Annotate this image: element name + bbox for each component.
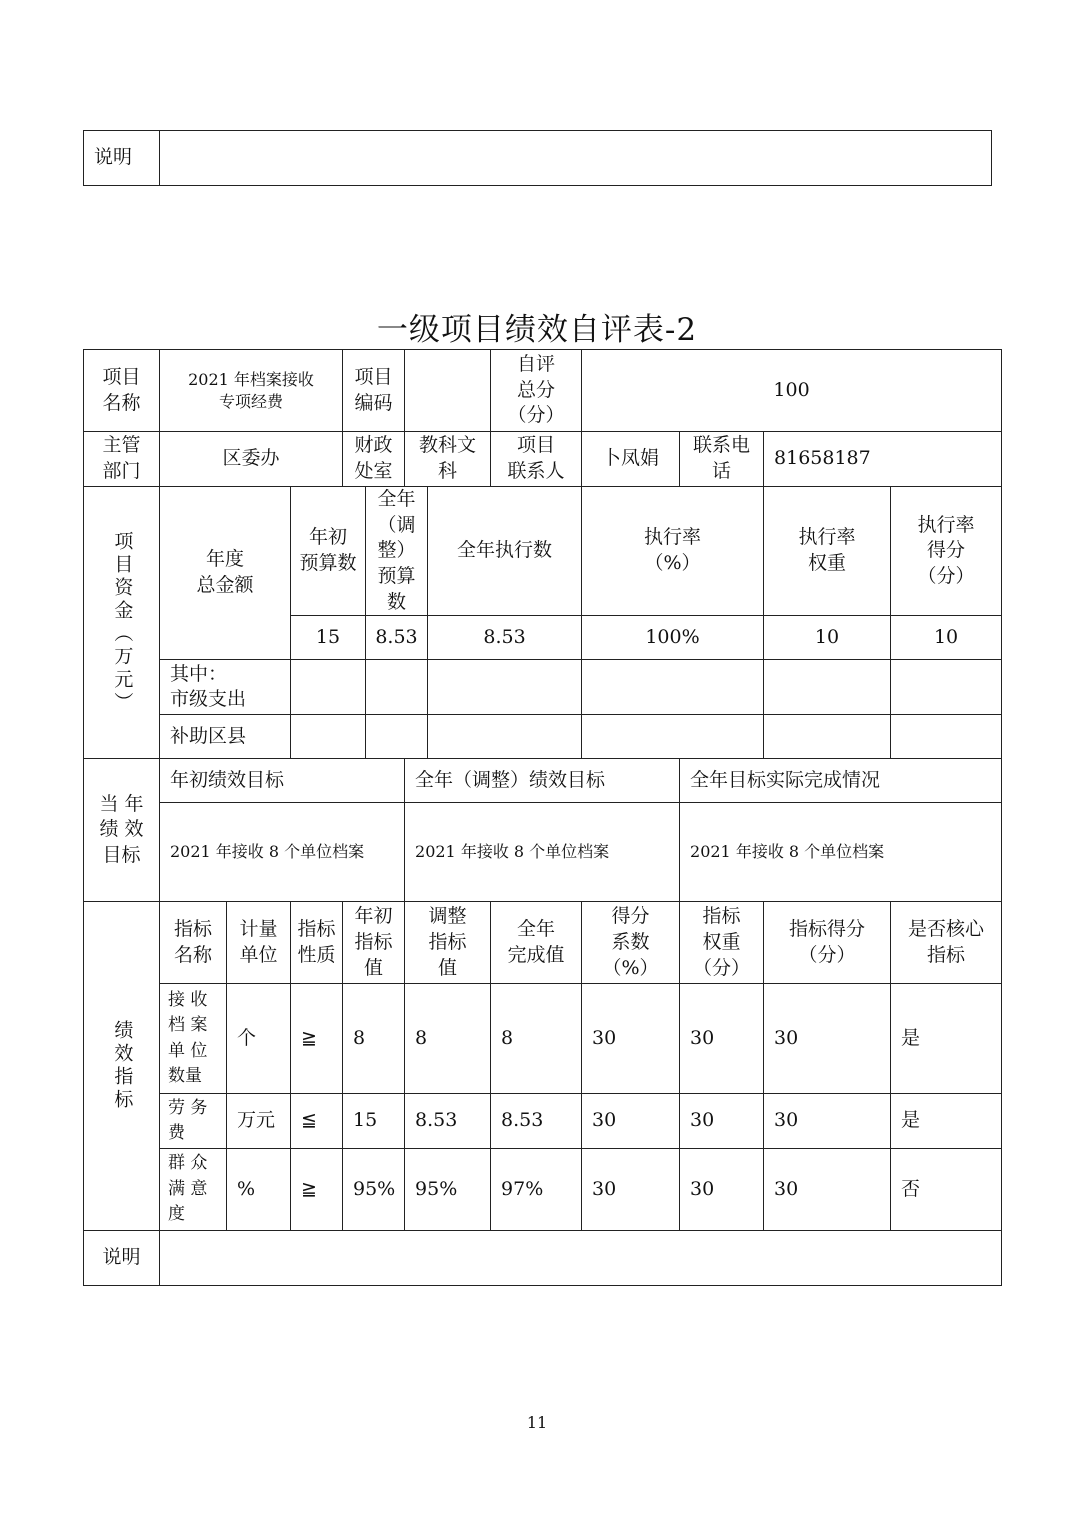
subsidy-cell-5 — [891, 715, 1002, 759]
ind-row0-core: 是 — [891, 984, 1002, 1094]
goals-value-0: 2021 年接收 8 个单位档案 — [160, 803, 405, 902]
ind-row1-name: 劳 务 费 — [160, 1094, 227, 1149]
city-cell-0 — [291, 660, 366, 715]
ind-row0-adjusted: 8 — [405, 984, 491, 1094]
ind-row2-adjusted: 95% — [405, 1149, 491, 1231]
evaluation-table — [83, 349, 1002, 1286]
subsidy-label: 补助区县 — [160, 715, 291, 759]
indicator-row — [84, 1094, 1002, 1149]
office-label: 财政 处室 — [343, 432, 405, 487]
funds-header-0: 年初 预算数 — [291, 487, 366, 616]
funds-header-5: 执行率 得分 （分） — [891, 487, 1002, 616]
goals-header-1: 全年（调整）绩效目标 — [405, 759, 680, 803]
ind-header-8: 指标得分 （分） — [764, 902, 891, 984]
ind-row1-initial: 15 — [343, 1094, 405, 1149]
ind-header-2: 指标 性质 — [291, 902, 343, 984]
funds-header-3: 执行率 （%） — [582, 487, 764, 616]
goals-header-2: 全年目标实际完成情况 — [680, 759, 1002, 803]
goals-header-row — [84, 759, 1002, 803]
ind-row2-completed: 97% — [491, 1149, 582, 1231]
bottom-note-value — [160, 1231, 1002, 1286]
goals-values-row — [84, 803, 1002, 902]
subsidy-cell-0 — [291, 715, 366, 759]
project-name-value: 2021 年档案接收 专项经费 — [160, 350, 343, 432]
ind-row0-weight: 30 — [680, 984, 764, 1094]
ind-row0-nature: ≧ — [291, 984, 343, 1094]
note-row — [84, 1231, 1002, 1286]
ind-row1-completed: 8.53 — [491, 1094, 582, 1149]
top-note-table — [83, 130, 992, 186]
ind-header-7: 指标 权重 （分） — [680, 902, 764, 984]
project-code-label: 项目 编码 — [343, 350, 405, 432]
ind-header-4: 调整 指标 值 — [405, 902, 491, 984]
department-row — [84, 432, 1002, 487]
ind-row0-score: 30 — [764, 984, 891, 1094]
funds-section-label: 项目资金（万元） — [84, 487, 160, 759]
funds-value-3: 100% — [582, 616, 764, 660]
ind-header-3: 年初 指标 值 — [343, 902, 405, 984]
ind-row1-adjusted: 8.53 — [405, 1094, 491, 1149]
goals-value-1: 2021 年接收 8 个单位档案 — [405, 803, 680, 902]
page-number: 11 — [526, 1413, 548, 1432]
ind-header-9: 是否核心 指标 — [891, 902, 1002, 984]
ind-row2-core: 否 — [891, 1149, 1002, 1231]
city-expense-row — [84, 660, 1002, 715]
funds-value-4: 10 — [764, 616, 891, 660]
subsidy-cell-2 — [428, 715, 582, 759]
city-cell-2 — [428, 660, 582, 715]
ind-row0-unit: 个 — [227, 984, 291, 1094]
page-title: 一级项目绩效自评表-2 — [376, 312, 698, 348]
self-score-label: 自评 总分 （分） — [491, 350, 582, 432]
indicator-row — [84, 984, 1002, 1094]
indicators-header-row — [84, 902, 1002, 984]
note-value — [160, 131, 992, 186]
funds-header-2: 全年执行数 — [428, 487, 582, 616]
project-name-label: 项目 名称 — [84, 350, 160, 432]
city-cell-1 — [366, 660, 428, 715]
annual-total-label: 年度 总金额 — [160, 487, 291, 660]
self-score-value: 100 — [582, 350, 1002, 432]
dept-label: 主管 部门 — [84, 432, 160, 487]
ind-row1-score: 30 — [764, 1094, 891, 1149]
subsidy-cell-4 — [764, 715, 891, 759]
ind-row1-unit: 万元 — [227, 1094, 291, 1149]
dept-value: 区委办 — [160, 432, 343, 487]
project-code-value — [405, 350, 491, 432]
office-value: 教科文 科 — [405, 432, 491, 487]
contact-label: 项目 联系人 — [491, 432, 582, 487]
ind-row1-core: 是 — [891, 1094, 1002, 1149]
ind-header-5: 全年 完成值 — [491, 902, 582, 984]
ind-header-1: 计量 单位 — [227, 902, 291, 984]
funds-header-1: 全年 （调整） 预算数 — [366, 487, 428, 616]
city-expense-label: 其中： 市级支出 — [160, 660, 291, 715]
goals-value-2: 2021 年接收 8 个单位档案 — [680, 803, 1002, 902]
funds-value-5: 10 — [891, 616, 1002, 660]
ind-row2-score: 30 — [764, 1149, 891, 1231]
ind-row2-initial: 95% — [343, 1149, 405, 1231]
bottom-note-label: 说明 — [84, 1231, 160, 1286]
funds-value-1: 8.53 — [366, 616, 428, 660]
ind-header-0: 指标 名称 — [160, 902, 227, 984]
city-cell-5 — [891, 660, 1002, 715]
funds-header-row — [84, 487, 1002, 616]
ind-row2-name: 群 众 满 意 度 — [160, 1149, 227, 1231]
funds-header-4: 执行率 权重 — [764, 487, 891, 616]
subsidy-cell-1 — [366, 715, 428, 759]
ind-row0-name: 接 收 档 案 单 位 数量 — [160, 984, 227, 1094]
ind-row0-completed: 8 — [491, 984, 582, 1094]
subsidy-row — [84, 715, 1002, 759]
ind-row2-coeff: 30 — [582, 1149, 680, 1231]
subsidy-cell-3 — [582, 715, 764, 759]
contact-value: 卜凤娟 — [582, 432, 680, 487]
ind-row0-coeff: 30 — [582, 984, 680, 1094]
ind-row2-unit: % — [227, 1149, 291, 1231]
ind-row1-weight: 30 — [680, 1094, 764, 1149]
ind-row2-weight: 30 — [680, 1149, 764, 1231]
phone-label: 联系电话 — [680, 432, 764, 487]
indicators-section-label: 绩效指标 — [84, 902, 160, 1231]
funds-value-0: 15 — [291, 616, 366, 660]
ind-header-6: 得分 系数 （%） — [582, 902, 680, 984]
ind-row0-initial: 8 — [343, 984, 405, 1094]
ind-row1-nature: ≦ — [291, 1094, 343, 1149]
city-cell-4 — [764, 660, 891, 715]
indicator-row — [84, 1149, 1002, 1231]
ind-row2-nature: ≧ — [291, 1149, 343, 1231]
phone-value: 81658187 — [764, 432, 1002, 487]
note-label: 说明 — [84, 131, 160, 186]
goals-header-0: 年初绩效目标 — [160, 759, 405, 803]
project-row — [84, 350, 1002, 432]
funds-value-2: 8.53 — [428, 616, 582, 660]
goals-section-label: 当 年 绩 效 目标 — [84, 759, 160, 902]
city-cell-3 — [582, 660, 764, 715]
ind-row1-coeff: 30 — [582, 1094, 680, 1149]
